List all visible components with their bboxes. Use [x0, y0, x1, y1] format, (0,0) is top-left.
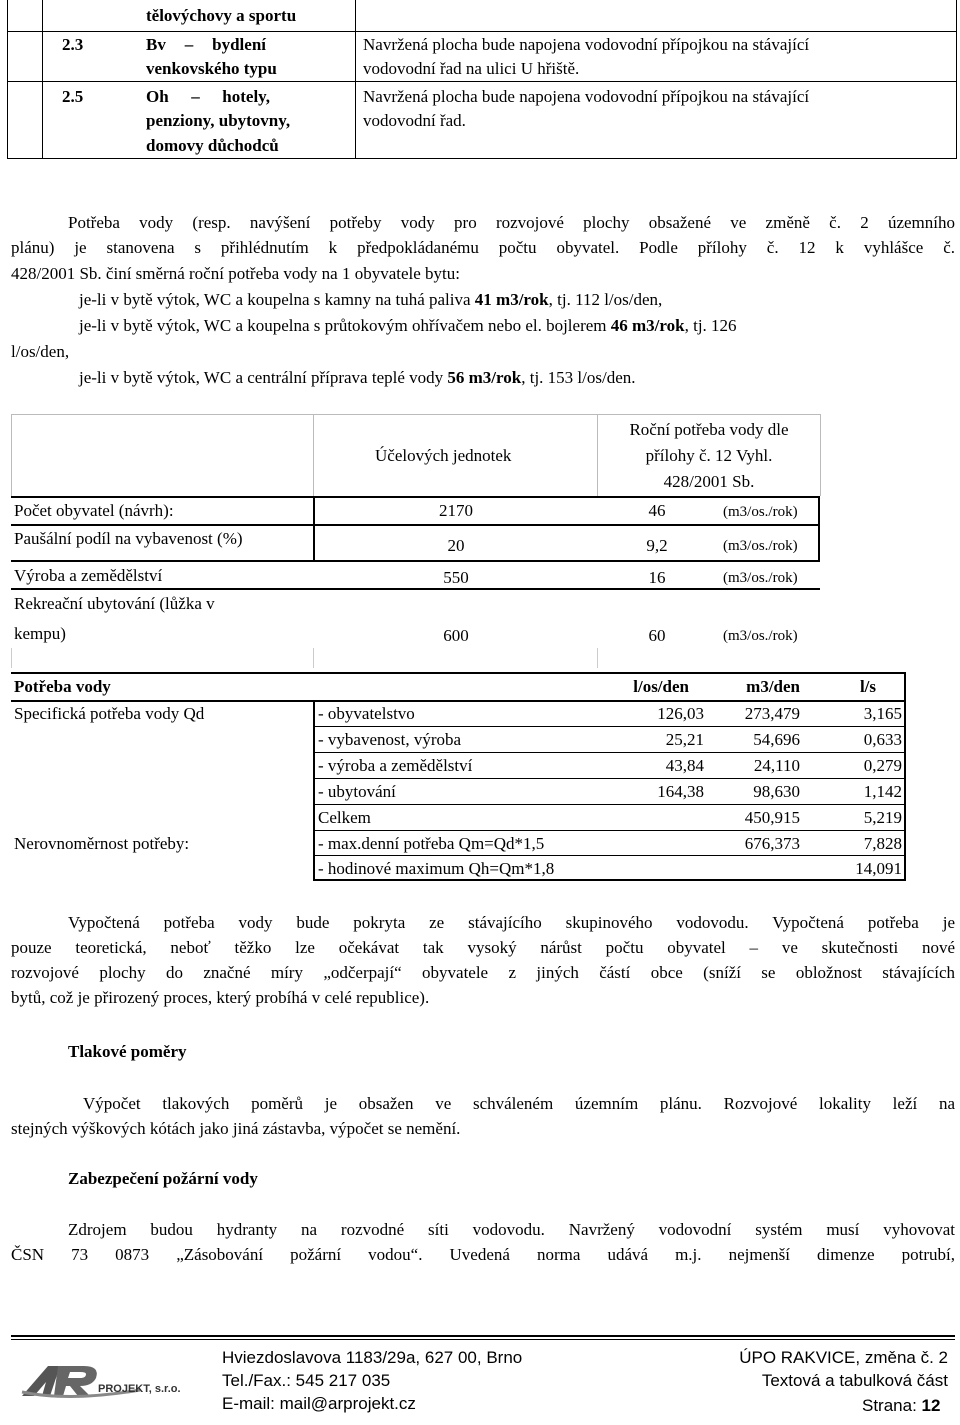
coverage-line-3: rozvojové plochy do značné míry „odčerpají“ obyvatele z jiných částí obce (sníží se obložnost stávajících	[11, 963, 955, 982]
units-header-units: Účelových jednotek	[375, 446, 512, 465]
units-row-need: 9,2	[646, 536, 668, 555]
units-row-unit: (m3/os./rok)	[723, 570, 798, 586]
pressure-line-2: stejných výškových kótách jako jiná zástavba, výpočet se nemění.	[11, 1119, 461, 1138]
intro-line-3: 428/2001 Sb. činí směrná roční potřeba vody na 1 obyvatele bytu:	[11, 264, 460, 283]
units-row-unit: (m3/os./rok)	[723, 538, 798, 554]
arprojekt-logo-icon	[20, 1352, 220, 1412]
footer-address: Hviezdoslavova 1183/29a, 627 00, Brno	[222, 1348, 523, 1367]
company-logo	[20, 1352, 220, 1412]
demand-row-c2: 98,630	[753, 782, 800, 801]
demand-row-name: - hodinové maximum Qh=Qm*1,8	[318, 859, 555, 878]
fire-heading: Zabezpečení požární vody	[68, 1169, 258, 1188]
zoning-row2-text-2: vodovodní řad.	[363, 111, 466, 130]
footer-doc-sub: Textová a tabulková část	[761, 1371, 948, 1390]
zoning-row2-name-2: penziony, ubytovny,	[146, 111, 291, 130]
zoning-row1-name-2: venkovského typu	[146, 59, 277, 78]
demand-row-c1: 164,38	[657, 782, 704, 801]
zoning-row1-text-2: vodovodní řad na ulici U hřiště.	[363, 59, 580, 78]
demand-row-name: - ubytování	[318, 782, 396, 801]
footer-page	[862, 1396, 940, 1416]
intro-item-2-wrap: l/os/den,	[11, 342, 70, 361]
footer-email: E-mail: mail@arprojekt.cz	[222, 1394, 416, 1413]
demand-row-c1: 43,84	[665, 756, 704, 775]
zoning-row0-name: tělovýchovy a sportu	[146, 6, 297, 25]
demand-row-c2: 54,696	[753, 730, 800, 749]
footer-phone: Tel./Fax.: 545 217 035	[222, 1371, 391, 1390]
demand-header-title: Potřeba vody	[14, 677, 111, 696]
logo-text: PROJEKT, s.r.o.	[98, 1383, 181, 1395]
units-row-label: Výroba a zemědělství	[14, 566, 163, 585]
demand-row-c1: 126,03	[657, 704, 704, 723]
zoning-row2-text-1: Navržená plocha bude napojena vodovodní přípojkou na stávající	[363, 87, 810, 106]
fire-line-2: ČSN 73 0873 „Zásobování požární vodou“. Uvedená norma udává m.j. nejmenší dimenze potrubí,	[11, 1245, 955, 1264]
demand-row-c3: 0,279	[863, 756, 902, 775]
page-number: 12	[921, 1396, 941, 1415]
demand-header-c2: m3/den	[746, 677, 800, 696]
demand-row-c3: 0,633	[863, 730, 902, 749]
demand-row-c3: 7,828	[863, 834, 902, 853]
demand-header-c3: l/s	[859, 677, 876, 696]
demand-row-c2: 273,479	[744, 704, 800, 723]
demand-row-name: - obyvatelstvo	[318, 704, 415, 723]
demand-row-c3: 1,142	[863, 782, 902, 801]
units-row-need: 60	[648, 626, 666, 645]
units-row-need: 16	[648, 568, 666, 587]
footer-doc-title: ÚPO RAKVICE, změna č. 2	[739, 1348, 948, 1367]
units-row-unit: (m3/os./rok)	[723, 628, 798, 644]
intro-item-1: je-li v bytě výtok, WC a koupelna s kamny na tuhá paliva 41 m3/rok, tj. 112 l/os/den,	[79, 290, 663, 309]
coverage-line-4: bytů, což je přirozený proces, který probíhá v celé republice).	[11, 988, 430, 1007]
demand-row-c3: 14,091	[855, 859, 902, 878]
units-row-label: Paušální podíl na vybavenost (%)	[14, 529, 243, 548]
intro-item-2: je-li v bytě výtok, WC a koupelna s průtokovým ohřívačem nebo el. bojlerem 46 m3/rok, tj. 126	[79, 316, 737, 335]
pressure-heading: Tlakové poměry	[68, 1042, 187, 1061]
units-row-unit: (m3/os./rok)	[723, 504, 798, 520]
demand-row-c3: 3,165	[863, 704, 902, 723]
units-header-need-1: Roční potřeba vody dle	[629, 420, 789, 439]
units-row-label: kempu)	[14, 624, 66, 643]
units-row-label: Počet obyvatel (návrh):	[14, 501, 174, 520]
demand-row-c2: 450,915	[744, 808, 800, 827]
intro-item-3: je-li v bytě výtok, WC a centrální příprava teplé vody 56 m3/rok, tj. 153 l/os/den.	[79, 368, 636, 387]
zoning-row1-code: 2.3	[62, 35, 84, 54]
units-row-units: 550	[443, 568, 469, 587]
fire-line-1: Zdrojem budou hydranty na rozvodné síti vodovodu. Navržený vodovodní systém musí vyhovovat	[68, 1220, 955, 1239]
zoning-row2-name-1: Oh – hotely,	[146, 87, 270, 106]
units-row-need: 46	[648, 501, 666, 520]
demand-row-name: - výroba a zemědělství	[318, 756, 473, 775]
coverage-line-1: Vypočtená potřeba vody bude pokryta ze stávajícího skupinového vodovodu. Vypočtená potřeba je	[68, 913, 955, 932]
demand-group2-label: Nerovnoměrnost potřeby:	[14, 834, 190, 853]
intro-line-1: Potřeba vody (resp. navýšení potřeby vody pro rozvojové plochy obsažené ve změně č. 2 územního	[68, 213, 955, 232]
demand-row-c3: 5,219	[863, 808, 902, 827]
demand-group1-label: Specifická potřeba vody Qd	[14, 704, 205, 723]
demand-row-name: - max.denní potřeba Qm=Qd*1,5	[318, 834, 545, 853]
intro-line-2: plánu) je stanovena s přihlédnutím k předpokládanému počtu obyvatel. Podle přílohy č. 12 k vyhlášce č.	[11, 238, 955, 257]
demand-row-name: Celkem	[318, 808, 371, 827]
zoning-row2-code: 2.5	[62, 87, 84, 106]
zoning-row1-text-1: Navržená plocha bude napojena vodovodní přípojkou na stávající	[363, 35, 810, 54]
demand-row-name: - vybavenost, výroba	[318, 730, 462, 749]
demand-row-c2: 24,110	[753, 756, 800, 775]
pressure-line-1: Výpočet tlakových poměrů je obsažen ve schváleném územním plánu. Rozvojové lokality leží na	[83, 1094, 955, 1113]
demand-row-c2: 676,373	[744, 834, 800, 853]
zoning-row1-name-1: Bv – bydlení	[146, 35, 266, 54]
coverage-line-2: pouze teoretická, neboť těžko lze očekávat tak vysoký nárůst počtu obyvatel – ve skutečnosti nové	[11, 938, 955, 957]
demand-header-c1: l/os/den	[633, 677, 689, 696]
units-row-units: 20	[447, 536, 465, 555]
units-row-units: 600	[443, 626, 469, 645]
demand-row-c1: 25,21	[665, 730, 704, 749]
units-header-need-3: 428/2001 Sb.	[663, 472, 755, 491]
page-label: Strana:	[862, 1396, 917, 1415]
units-row-units: 2170	[439, 501, 473, 520]
units-header-need-2: přílohy č. 12 Vyhl.	[645, 446, 773, 465]
zoning-row2-name-3: domovy důchodců	[146, 136, 279, 155]
units-row-label: Rekreační ubytování (lůžka v	[14, 594, 215, 613]
